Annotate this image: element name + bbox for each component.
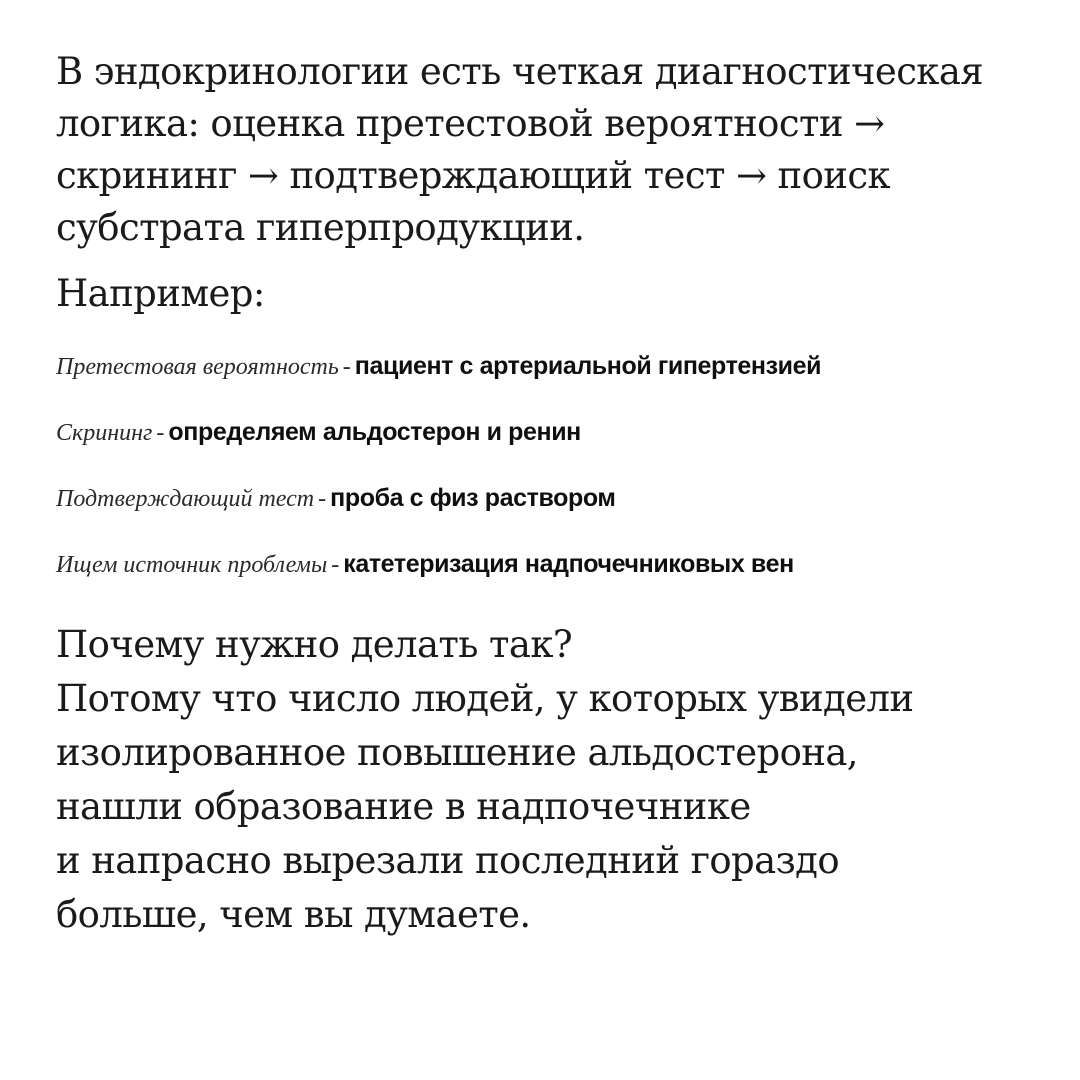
step-description: проба с физ раствором xyxy=(330,484,616,512)
step-source-search xyxy=(56,542,1066,608)
step-pretest-probability xyxy=(56,344,1066,410)
examples-heading: Например: xyxy=(56,272,265,315)
why-section xyxy=(56,618,1056,942)
step-term: Претестовая вероятность xyxy=(56,354,339,380)
step-term: Подтверждающий тест xyxy=(56,486,315,512)
step-description: пациент с артериальной гипертензией xyxy=(354,352,822,380)
step-separator: - xyxy=(156,420,165,446)
diagnostic-steps-list xyxy=(56,344,1066,608)
intro-paragraph: В эндокринологии есть четкая диагностическая логика: оценка претестовой вероятности → скрининг → подтверждающий тест → поиск субстрата гиперпродукции. xyxy=(56,50,984,249)
step-separator: - xyxy=(331,552,340,578)
step-separator: - xyxy=(342,354,351,380)
step-description: катетеризация надпочечниковых вен xyxy=(343,550,794,578)
step-term: Ищем источник проблемы xyxy=(56,552,328,578)
why-answer: Потому что число людей, у которых увидели изолированное повышение альдостерона, нашли образование в надпочечнике и напрасно вырезали последний гораздо больше, чем вы думаете. xyxy=(56,677,914,936)
step-term: Скрининг xyxy=(56,420,153,446)
step-separator: - xyxy=(318,486,327,512)
step-screening xyxy=(56,410,1066,476)
why-question: Почему нужно делать так? xyxy=(56,623,573,666)
step-description: определяем альдостерон и ренин xyxy=(168,418,581,446)
step-confirmatory-test xyxy=(56,476,1066,542)
